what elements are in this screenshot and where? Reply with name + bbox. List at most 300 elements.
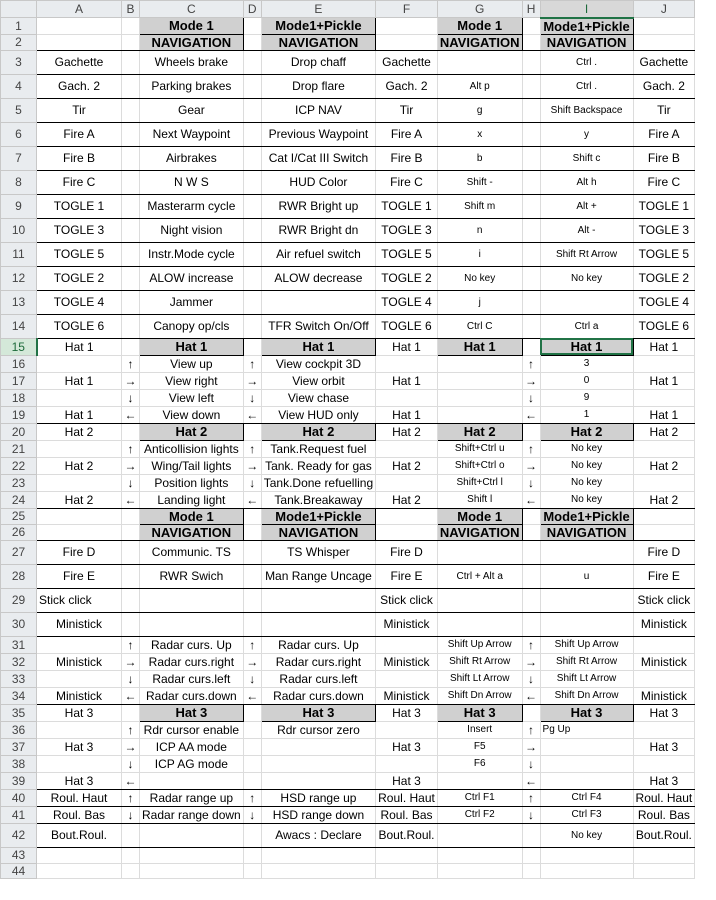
cell-d18[interactable]: ↓ <box>243 389 261 406</box>
cell-c16[interactable]: View up <box>140 355 244 372</box>
cell-h38[interactable]: ↓ <box>522 755 540 772</box>
cell-d11[interactable] <box>243 242 261 266</box>
cell-j24[interactable]: Hat 2 <box>633 491 695 508</box>
cell-b14[interactable] <box>122 314 140 338</box>
cell-c12[interactable]: ALOW increase <box>140 266 244 290</box>
cell-j22[interactable]: Hat 2 <box>633 457 695 474</box>
cell-j17[interactable]: Hat 1 <box>633 372 695 389</box>
row-header[interactable]: 44 <box>1 863 37 878</box>
row-header[interactable]: 43 <box>1 847 37 863</box>
cell-a8[interactable]: Fire C <box>37 170 122 194</box>
cell-a10[interactable]: TOGLE 3 <box>37 218 122 242</box>
cell-i33[interactable]: Shift Lt Arrow <box>540 670 633 687</box>
cell-i14[interactable]: Ctrl a <box>540 314 633 338</box>
cell-i35[interactable]: Hat 3 <box>540 704 633 721</box>
cell-j16[interactable] <box>633 355 695 372</box>
cell-d9[interactable] <box>243 194 261 218</box>
cell-a3[interactable]: Gachette <box>37 50 122 74</box>
cell-a14[interactable]: TOGLE 6 <box>37 314 122 338</box>
cell-j35[interactable]: Hat 3 <box>633 704 695 721</box>
cell-b10[interactable] <box>122 218 140 242</box>
cell-d23[interactable]: ↓ <box>243 474 261 491</box>
cell-f18[interactable] <box>376 389 438 406</box>
cell-h25[interactable] <box>522 508 540 524</box>
cell-e38[interactable] <box>261 755 375 772</box>
cell-f10[interactable]: TOGLE 3 <box>376 218 438 242</box>
cell-b16[interactable]: ↑ <box>122 355 140 372</box>
cell-g5[interactable]: g <box>437 98 522 122</box>
cell-j30[interactable]: Ministick <box>633 612 695 636</box>
cell-e6[interactable]: Previous Waypoint <box>261 122 375 146</box>
column-header-j[interactable]: J <box>633 1 695 18</box>
cell-j18[interactable] <box>633 389 695 406</box>
cell-b28[interactable] <box>122 564 140 588</box>
cell-f42[interactable]: Bout.Roul. <box>376 823 438 847</box>
cell-b22[interactable]: → <box>122 457 140 474</box>
cell-g38[interactable]: F6 <box>437 755 522 772</box>
cell-e40[interactable]: HSD range up <box>261 789 375 806</box>
cell-f2[interactable] <box>376 34 438 50</box>
cell-e9[interactable]: RWR Bright up <box>261 194 375 218</box>
cell-d6[interactable] <box>243 122 261 146</box>
cell-a22[interactable]: Hat 2 <box>37 457 122 474</box>
cell-g33[interactable]: Shift Lt Arrow <box>437 670 522 687</box>
cell-f4[interactable]: Gach. 2 <box>376 74 438 98</box>
column-header-f[interactable]: F <box>376 1 438 18</box>
row-header[interactable]: 19 <box>1 406 37 423</box>
cell-j39[interactable]: Hat 3 <box>633 772 695 789</box>
cell-i44[interactable] <box>540 863 633 878</box>
cell-c30[interactable] <box>140 612 244 636</box>
cell-i43[interactable] <box>540 847 633 863</box>
cell-d39[interactable] <box>243 772 261 789</box>
cell-e18[interactable]: View chase <box>261 389 375 406</box>
cell-g13[interactable]: j <box>437 290 522 314</box>
cell-i17[interactable]: 0 <box>540 372 633 389</box>
cell-a15[interactable]: Hat 1 <box>37 338 122 355</box>
cell-h34[interactable]: ← <box>522 687 540 704</box>
cell-j4[interactable]: Gach. 2 <box>633 74 695 98</box>
cell-h2[interactable] <box>522 34 540 50</box>
cell-b19[interactable]: ← <box>122 406 140 423</box>
cell-d40[interactable]: ↑ <box>243 789 261 806</box>
cell-i24[interactable]: No key <box>540 491 633 508</box>
cell-f9[interactable]: TOGLE 1 <box>376 194 438 218</box>
cell-e42[interactable]: Awacs : Declare <box>261 823 375 847</box>
cell-j13[interactable]: TOGLE 4 <box>633 290 695 314</box>
cell-e1[interactable]: Mode1+Pickle <box>261 18 375 35</box>
cell-j8[interactable]: Fire C <box>633 170 695 194</box>
cell-j14[interactable]: TOGLE 6 <box>633 314 695 338</box>
cell-i20[interactable]: Hat 2 <box>540 423 633 440</box>
cell-j29[interactable]: Stick click <box>633 588 695 612</box>
column-header-e[interactable]: E <box>261 1 375 18</box>
row-header[interactable]: 25 <box>1 508 37 524</box>
cell-d1[interactable] <box>243 18 261 35</box>
cell-a9[interactable]: TOGLE 1 <box>37 194 122 218</box>
cell-b29[interactable] <box>122 588 140 612</box>
cell-j11[interactable]: TOGLE 5 <box>633 242 695 266</box>
cell-d14[interactable] <box>243 314 261 338</box>
cell-f44[interactable] <box>376 863 438 878</box>
column-header-h[interactable]: H <box>522 1 540 18</box>
row-header[interactable]: 41 <box>1 806 37 823</box>
cell-f7[interactable]: Fire B <box>376 146 438 170</box>
cell-g26[interactable]: NAVIGATION <box>437 524 522 540</box>
cell-e27[interactable]: TS Whisper <box>261 540 375 564</box>
row-header[interactable]: 11 <box>1 242 37 266</box>
cell-g29[interactable] <box>437 588 522 612</box>
cell-c33[interactable]: Radar curs.left <box>140 670 244 687</box>
cell-b23[interactable]: ↓ <box>122 474 140 491</box>
cell-e10[interactable]: RWR Bright dn <box>261 218 375 242</box>
cell-f24[interactable]: Hat 2 <box>376 491 438 508</box>
cell-d16[interactable]: ↑ <box>243 355 261 372</box>
cell-j10[interactable]: TOGLE 3 <box>633 218 695 242</box>
cell-f23[interactable] <box>376 474 438 491</box>
cell-f20[interactable]: Hat 2 <box>376 423 438 440</box>
cell-c35[interactable]: Hat 3 <box>140 704 244 721</box>
cell-i28[interactable]: u <box>540 564 633 588</box>
cell-e15[interactable]: Hat 1 <box>261 338 375 355</box>
cell-f26[interactable] <box>376 524 438 540</box>
row-header[interactable]: 37 <box>1 738 37 755</box>
cell-e17[interactable]: View orbit <box>261 372 375 389</box>
row-header[interactable]: 14 <box>1 314 37 338</box>
cell-e22[interactable]: Tank. Ready for gas <box>261 457 375 474</box>
cell-h29[interactable] <box>522 588 540 612</box>
cell-g1[interactable]: Mode 1 <box>437 18 522 35</box>
cell-j41[interactable]: Roul. Bas <box>633 806 695 823</box>
cell-a31[interactable] <box>37 636 122 653</box>
cell-i29[interactable] <box>540 588 633 612</box>
cell-a41[interactable]: Roul. Bas <box>37 806 122 823</box>
cell-d36[interactable] <box>243 721 261 738</box>
cell-d43[interactable] <box>243 847 261 863</box>
cell-d8[interactable] <box>243 170 261 194</box>
cell-h14[interactable] <box>522 314 540 338</box>
cell-i7[interactable]: Shift c <box>540 146 633 170</box>
cell-b5[interactable] <box>122 98 140 122</box>
cell-f29[interactable]: Stick click <box>376 588 438 612</box>
cell-j21[interactable] <box>633 440 695 457</box>
cell-j37[interactable]: Hat 3 <box>633 738 695 755</box>
cell-h32[interactable]: → <box>522 653 540 670</box>
cell-h33[interactable]: ↓ <box>522 670 540 687</box>
cell-g4[interactable]: Alt p <box>437 74 522 98</box>
cell-c21[interactable]: Anticollision lights <box>140 440 244 457</box>
cell-b15[interactable] <box>122 338 140 355</box>
cell-b24[interactable]: ← <box>122 491 140 508</box>
cell-e29[interactable] <box>261 588 375 612</box>
cell-a32[interactable]: Ministick <box>37 653 122 670</box>
row-header[interactable]: 8 <box>1 170 37 194</box>
row-header[interactable]: 7 <box>1 146 37 170</box>
cell-i10[interactable]: Alt - <box>540 218 633 242</box>
cell-b37[interactable]: → <box>122 738 140 755</box>
cell-c41[interactable]: Radar range down <box>140 806 244 823</box>
cell-j36[interactable] <box>633 721 695 738</box>
cell-e23[interactable]: Tank.Done refuelling <box>261 474 375 491</box>
cell-i22[interactable]: No key <box>540 457 633 474</box>
cell-d41[interactable]: ↓ <box>243 806 261 823</box>
cell-c13[interactable]: Jammer <box>140 290 244 314</box>
cell-j42[interactable]: Bout.Roul. <box>633 823 695 847</box>
row-header[interactable]: 10 <box>1 218 37 242</box>
cell-f22[interactable]: Hat 2 <box>376 457 438 474</box>
cell-i9[interactable]: Alt + <box>540 194 633 218</box>
cell-c19[interactable]: View down <box>140 406 244 423</box>
cell-a24[interactable]: Hat 2 <box>37 491 122 508</box>
cell-g19[interactable] <box>437 406 522 423</box>
cell-h43[interactable] <box>522 847 540 863</box>
cell-i38[interactable] <box>540 755 633 772</box>
cell-c15[interactable]: Hat 1 <box>140 338 244 355</box>
cell-c42[interactable] <box>140 823 244 847</box>
cell-d37[interactable] <box>243 738 261 755</box>
cell-h28[interactable] <box>522 564 540 588</box>
cell-g39[interactable] <box>437 772 522 789</box>
row-header[interactable]: 22 <box>1 457 37 474</box>
cell-g27[interactable] <box>437 540 522 564</box>
row-header[interactable]: 30 <box>1 612 37 636</box>
cell-f1[interactable] <box>376 18 438 35</box>
cell-h35[interactable] <box>522 704 540 721</box>
row-header[interactable]: 21 <box>1 440 37 457</box>
row-header[interactable]: 28 <box>1 564 37 588</box>
cell-a35[interactable]: Hat 3 <box>37 704 122 721</box>
cell-a27[interactable]: Fire D <box>37 540 122 564</box>
cell-e35[interactable]: Hat 3 <box>261 704 375 721</box>
cell-j32[interactable]: Ministick <box>633 653 695 670</box>
cell-i5[interactable]: Shift Backspace <box>540 98 633 122</box>
cell-a1[interactable] <box>37 18 122 35</box>
cell-g28[interactable]: Ctrl + Alt a <box>437 564 522 588</box>
cell-g43[interactable] <box>437 847 522 863</box>
cell-c6[interactable]: Next Waypoint <box>140 122 244 146</box>
cell-g15[interactable]: Hat 1 <box>437 338 522 355</box>
cell-f11[interactable]: TOGLE 5 <box>376 242 438 266</box>
cell-h18[interactable]: ↓ <box>522 389 540 406</box>
select-all-corner[interactable] <box>1 1 37 18</box>
cell-e26[interactable]: NAVIGATION <box>261 524 375 540</box>
cell-j1[interactable] <box>633 18 695 35</box>
cell-a23[interactable] <box>37 474 122 491</box>
cell-i3[interactable]: Ctrl . <box>540 50 633 74</box>
row-header[interactable]: 15 <box>1 338 37 355</box>
cell-d27[interactable] <box>243 540 261 564</box>
row-header[interactable]: 17 <box>1 372 37 389</box>
cell-h39[interactable]: ← <box>522 772 540 789</box>
cell-e2[interactable]: NAVIGATION <box>261 34 375 50</box>
cell-f37[interactable]: Hat 3 <box>376 738 438 755</box>
cell-i36[interactable]: Pg Up <box>540 721 633 738</box>
cell-d31[interactable]: ↑ <box>243 636 261 653</box>
column-header-d[interactable]: D <box>243 1 261 18</box>
cell-i26[interactable]: NAVIGATION <box>540 524 633 540</box>
cell-a30[interactable]: Ministick <box>37 612 122 636</box>
cell-h3[interactable] <box>522 50 540 74</box>
cell-h22[interactable]: → <box>522 457 540 474</box>
cell-c9[interactable]: Masterarm cycle <box>140 194 244 218</box>
cell-e14[interactable]: TFR Switch On/Off <box>261 314 375 338</box>
cell-d7[interactable] <box>243 146 261 170</box>
cell-g24[interactable]: Shift l <box>437 491 522 508</box>
cell-g42[interactable] <box>437 823 522 847</box>
cell-b38[interactable]: ↓ <box>122 755 140 772</box>
cell-a38[interactable] <box>37 755 122 772</box>
cell-c14[interactable]: Canopy op/cls <box>140 314 244 338</box>
cell-c28[interactable]: RWR Swich <box>140 564 244 588</box>
cell-c44[interactable] <box>140 863 244 878</box>
cell-c5[interactable]: Gear <box>140 98 244 122</box>
row-header[interactable]: 42 <box>1 823 37 847</box>
cell-g8[interactable]: Shift - <box>437 170 522 194</box>
cell-f31[interactable] <box>376 636 438 653</box>
cell-b35[interactable] <box>122 704 140 721</box>
cell-e34[interactable]: Radar curs.down <box>261 687 375 704</box>
column-header-g[interactable]: G <box>437 1 522 18</box>
cell-e19[interactable]: View HUD only <box>261 406 375 423</box>
cell-g34[interactable]: Shift Dn Arrow <box>437 687 522 704</box>
cell-a17[interactable]: Hat 1 <box>37 372 122 389</box>
cell-b3[interactable] <box>122 50 140 74</box>
cell-j33[interactable] <box>633 670 695 687</box>
cell-g30[interactable] <box>437 612 522 636</box>
cell-f43[interactable] <box>376 847 438 863</box>
cell-b36[interactable]: ↑ <box>122 721 140 738</box>
cell-d30[interactable] <box>243 612 261 636</box>
row-header[interactable]: 34 <box>1 687 37 704</box>
cell-g9[interactable]: Shift m <box>437 194 522 218</box>
cell-f15[interactable]: Hat 1 <box>376 338 438 355</box>
cell-c18[interactable]: View left <box>140 389 244 406</box>
row-header[interactable]: 1 <box>1 18 37 35</box>
cell-c29[interactable] <box>140 588 244 612</box>
cell-h37[interactable]: → <box>522 738 540 755</box>
cell-a36[interactable] <box>37 721 122 738</box>
row-header[interactable]: 38 <box>1 755 37 772</box>
cell-a33[interactable] <box>37 670 122 687</box>
cell-d2[interactable] <box>243 34 261 50</box>
cell-a19[interactable]: Hat 1 <box>37 406 122 423</box>
cell-d12[interactable] <box>243 266 261 290</box>
column-header-i[interactable]: I <box>540 1 633 18</box>
cell-c10[interactable]: Night vision <box>140 218 244 242</box>
cell-c25[interactable]: Mode 1 <box>140 508 244 524</box>
cell-g10[interactable]: n <box>437 218 522 242</box>
cell-i16[interactable]: 3 <box>540 355 633 372</box>
cell-d20[interactable] <box>243 423 261 440</box>
cell-b26[interactable] <box>122 524 140 540</box>
cell-h26[interactable] <box>522 524 540 540</box>
cell-e12[interactable]: ALOW decrease <box>261 266 375 290</box>
row-header[interactable]: 39 <box>1 772 37 789</box>
cell-a26[interactable] <box>37 524 122 540</box>
cell-h11[interactable] <box>522 242 540 266</box>
cell-f25[interactable] <box>376 508 438 524</box>
cell-j27[interactable]: Fire D <box>633 540 695 564</box>
cell-g31[interactable]: Shift Up Arrow <box>437 636 522 653</box>
cell-h23[interactable]: ↓ <box>522 474 540 491</box>
cell-f14[interactable]: TOGLE 6 <box>376 314 438 338</box>
cell-j5[interactable]: Tir <box>633 98 695 122</box>
cell-g21[interactable]: Shift+Ctrl u <box>437 440 522 457</box>
cell-b30[interactable] <box>122 612 140 636</box>
cell-e24[interactable]: Tank.Breakaway <box>261 491 375 508</box>
cell-g16[interactable] <box>437 355 522 372</box>
row-header[interactable]: 2 <box>1 34 37 50</box>
cell-b20[interactable] <box>122 423 140 440</box>
cell-f8[interactable]: Fire C <box>376 170 438 194</box>
cell-h4[interactable] <box>522 74 540 98</box>
cell-h36[interactable]: ↑ <box>522 721 540 738</box>
cell-b17[interactable]: → <box>122 372 140 389</box>
cell-e25[interactable]: Mode1+Pickle <box>261 508 375 524</box>
row-header[interactable]: 9 <box>1 194 37 218</box>
cell-c26[interactable]: NAVIGATION <box>140 524 244 540</box>
cell-h1[interactable] <box>522 18 540 35</box>
cell-b43[interactable] <box>122 847 140 863</box>
cell-c1[interactable]: Mode 1 <box>140 18 244 35</box>
cell-b12[interactable] <box>122 266 140 290</box>
cell-i18[interactable]: 9 <box>540 389 633 406</box>
cell-a5[interactable]: Tir <box>37 98 122 122</box>
cell-a42[interactable]: Bout.Roul. <box>37 823 122 847</box>
cell-b42[interactable] <box>122 823 140 847</box>
row-header[interactable]: 5 <box>1 98 37 122</box>
cell-h8[interactable] <box>522 170 540 194</box>
cell-a2[interactable] <box>37 34 122 50</box>
cell-i34[interactable]: Shift Dn Arrow <box>540 687 633 704</box>
cell-e3[interactable]: Drop chaff <box>261 50 375 74</box>
cell-a16[interactable] <box>37 355 122 372</box>
cell-c4[interactable]: Parking brakes <box>140 74 244 98</box>
row-header[interactable]: 3 <box>1 50 37 74</box>
cell-f17[interactable]: Hat 1 <box>376 372 438 389</box>
cell-e16[interactable]: View cockpit 3D <box>261 355 375 372</box>
cell-f40[interactable]: Roul. Haut <box>376 789 438 806</box>
cell-g11[interactable]: i <box>437 242 522 266</box>
cell-j7[interactable]: Fire B <box>633 146 695 170</box>
cell-a21[interactable] <box>37 440 122 457</box>
cell-b31[interactable]: ↑ <box>122 636 140 653</box>
cell-d10[interactable] <box>243 218 261 242</box>
cell-d24[interactable]: ← <box>243 491 261 508</box>
cell-b8[interactable] <box>122 170 140 194</box>
cell-b2[interactable] <box>122 34 140 50</box>
cell-j40[interactable]: Roul. Haut <box>633 789 695 806</box>
column-header-a[interactable]: A <box>37 1 122 18</box>
cell-e44[interactable] <box>261 863 375 878</box>
cell-c34[interactable]: Radar curs.down <box>140 687 244 704</box>
cell-f36[interactable] <box>376 721 438 738</box>
cell-d5[interactable] <box>243 98 261 122</box>
cell-b18[interactable]: ↓ <box>122 389 140 406</box>
cell-i25[interactable]: Mode1+Pickle <box>540 508 633 524</box>
cell-i37[interactable] <box>540 738 633 755</box>
row-header[interactable]: 31 <box>1 636 37 653</box>
cell-c31[interactable]: Radar curs. Up <box>140 636 244 653</box>
cell-h13[interactable] <box>522 290 540 314</box>
cell-h41[interactable]: ↓ <box>522 806 540 823</box>
cell-f34[interactable]: Ministick <box>376 687 438 704</box>
cell-g23[interactable]: Shift+Ctrl l <box>437 474 522 491</box>
cell-d44[interactable] <box>243 863 261 878</box>
cell-g25[interactable]: Mode 1 <box>437 508 522 524</box>
cell-j44[interactable] <box>633 863 695 878</box>
cell-a44[interactable] <box>37 863 122 878</box>
